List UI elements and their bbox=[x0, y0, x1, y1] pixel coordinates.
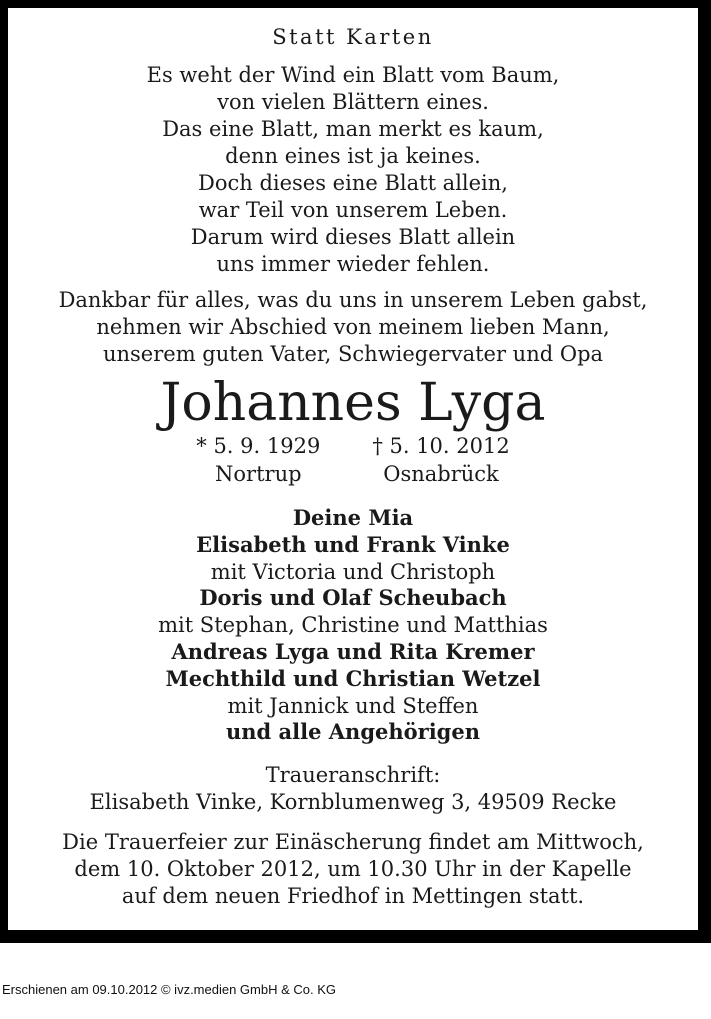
poem-line: von vielen Blättern eines. bbox=[217, 90, 489, 114]
service-line: dem 10. Oktober 2012, um 10.30 Uhr in der Kapelle bbox=[74, 857, 632, 882]
poem-line: Es weht der Wind ein Blatt vom Baum, bbox=[146, 63, 560, 87]
death-date: † 5. 10. 2012 bbox=[372, 434, 510, 458]
poem-line: Das eine Blatt, man merkt es kaum, bbox=[162, 117, 544, 141]
family-line: mit Victoria und Christoph bbox=[210, 559, 496, 584]
family-line: Elisabeth und Frank Vinke bbox=[196, 531, 510, 557]
poem-line: denn eines ist ja keines. bbox=[225, 144, 481, 168]
address-text: Elisabeth Vinke, Kornblumenweg 3, 49509 Recke bbox=[89, 790, 617, 815]
poem-line: uns immer wieder fehlen. bbox=[216, 252, 490, 276]
family-line: Andreas Lyga und Rita Kremer bbox=[171, 638, 535, 664]
family-list bbox=[8, 505, 698, 746]
family-line: und alle Angehörigen bbox=[226, 719, 480, 745]
obituary-notice bbox=[8, 8, 698, 910]
birth-place: Nortrup bbox=[215, 462, 302, 486]
intro-text bbox=[8, 287, 698, 368]
death-place: Osnabrück bbox=[383, 462, 499, 486]
notice-header: Statt Karten bbox=[272, 25, 434, 49]
funeral-service-info bbox=[8, 829, 698, 910]
service-line: auf dem neuen Friedhof in Mettingen statt. bbox=[121, 884, 585, 909]
intro-line: Dankbar für alles, was du uns in unserem Leben gabst, bbox=[58, 288, 648, 312]
family-line: mit Stephan, Christine und Matthias bbox=[158, 613, 548, 638]
family-line: Doris und Olaf Scheubach bbox=[199, 585, 507, 611]
poem-line: Doch dieses eine Blatt allein, bbox=[198, 171, 508, 195]
deceased-name: Johannes Lyga bbox=[160, 373, 546, 433]
poem-line: Darum wird dieses Blatt allein bbox=[190, 225, 516, 249]
address-label: Traueranschrift: bbox=[265, 763, 441, 788]
poem bbox=[8, 62, 698, 278]
poem-line: war Teil von unserem Leben. bbox=[198, 198, 508, 222]
birth-info bbox=[196, 432, 320, 488]
birth-date: * 5. 9. 1929 bbox=[196, 434, 321, 458]
family-line: mit Jannick und Steffen bbox=[227, 693, 479, 718]
publication-footer: Erschienen am 09.10.2012 © ivz.medien GmbH & Co. KG bbox=[2, 982, 337, 997]
mourning-address bbox=[8, 762, 698, 816]
family-line: Deine Mia bbox=[292, 505, 414, 530]
intro-line: nehmen wir Abschied von meinem lieben Mann, bbox=[96, 315, 610, 339]
intro-line: unserem guten Vater, Schwiegervater und Opa bbox=[102, 342, 604, 366]
death-info bbox=[372, 432, 509, 488]
family-line: Mechthild und Christian Wetzel bbox=[165, 665, 541, 691]
service-line: Die Trauerfeier zur Einäscherung findet am Mittwoch, bbox=[62, 830, 644, 855]
life-dates bbox=[8, 432, 698, 488]
